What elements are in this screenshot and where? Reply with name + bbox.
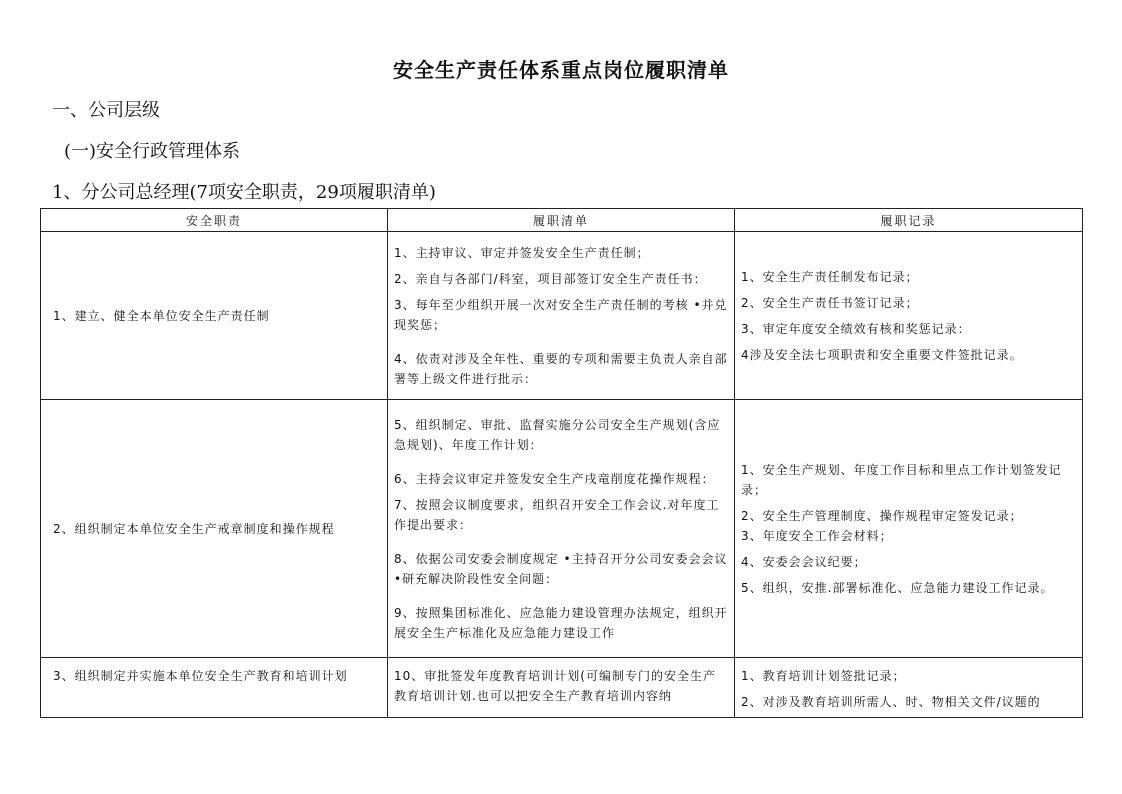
list-item: 1、主持审议、审定并签发安全生产责任制； [394, 245, 650, 260]
header-duty: 安全职责 [41, 209, 388, 232]
record-item: 4、安委会会议纪要； [741, 554, 867, 569]
records-cell [735, 232, 1083, 400]
duty-table [40, 208, 1083, 718]
record-item: 2、对涉及教育培训所需人、时、物相关文件/议题的 [741, 695, 1041, 709]
list-cell [388, 400, 735, 658]
list-cell [388, 658, 735, 718]
header-records: 履职记录 [735, 209, 1083, 232]
section-heading-level3: 1、分公司总经理(7项安全职责，29项履职清单) [52, 182, 436, 203]
list-item: 7、按照会议制度要求，组织召开安全工作会议.对年度工作提出要求： [394, 497, 720, 532]
record-item: 5、组织，安推.部署标准化、应急能力建设工作记录。 [741, 580, 1054, 595]
table-row [41, 232, 1083, 400]
list-item: 6、主持会议审定并签发安全生产戌竜削度花操作规程： [394, 471, 715, 486]
record-item: 1、安全生产责任制发布记录； [741, 269, 919, 284]
record-item: 1、教育培训计划签批记录； [741, 669, 906, 683]
list-item: 4、依责对涉及全年性、重要的专项和需要主负责人亲自部署等上级文件进行批示： [394, 351, 728, 386]
duty-cell: 2、组织制定本单位安全生产戒章制度和操作规程 [41, 400, 388, 658]
document-title: 安全生产责任体系重点岗位履职清单 [393, 58, 729, 82]
list-item: 8、依据公司安委会制度规定 •主持召开分公司安委会会议 •研充解决阶段性安全问题： [394, 551, 728, 586]
record-item: 2、安全生产责任书签订记录； [741, 295, 919, 310]
table-row [41, 400, 1083, 658]
table-row [41, 658, 1083, 718]
duty-cell: 3、组织制定并实施本单位安全生产教育和培训计划 [41, 658, 388, 718]
record-item: 4涉及安全法七项职责和安全重要文件签批记录。 [741, 347, 1023, 362]
record-item: 3、审定年度安全绩效有核和奖惩记录： [741, 321, 971, 336]
record-item: 2、安全生产管理制度、操作规程审定签发记录； [741, 508, 1023, 523]
list-item: 3、每年至少组织开展一次对安全生产责任制的考核 •并兑现奖惩； [394, 297, 728, 332]
list-item: 10、审批签发年度教育培训计划(可编制专门的安全生产教育培训计划.也可以把安全生产教育培训内容纳 [394, 669, 716, 703]
header-list: 履职清单 [388, 209, 735, 232]
list-item: 9、按照集团标准化、应急能力建设管理办法规定，组织开展安全生产标准化及应急能力建设工作 [394, 605, 728, 640]
table-header-row [41, 209, 1083, 232]
records-cell [735, 658, 1083, 718]
list-item: 2、亲自与各部门/科室，项目部签订安全生产责任书： [394, 271, 707, 286]
record-item: 1、安全生产规划、年度工作目标和里点工作计划签发记 录； [741, 462, 1062, 497]
section-heading-level2: (一)安全行政管理体系 [64, 141, 241, 162]
section-heading-level1: 一、公司层级 [52, 100, 160, 121]
record-item: 3、年度安全工作会材料； [741, 528, 893, 543]
records-cell [735, 400, 1083, 658]
duty-cell: 1、建立、健全本单位安全生产责任制 [41, 232, 388, 400]
list-cell [388, 232, 735, 400]
list-item: 5、组织制定、审批、监督实施分公司安全生产规划(含应急规划)、年度工作计划： [394, 417, 721, 452]
